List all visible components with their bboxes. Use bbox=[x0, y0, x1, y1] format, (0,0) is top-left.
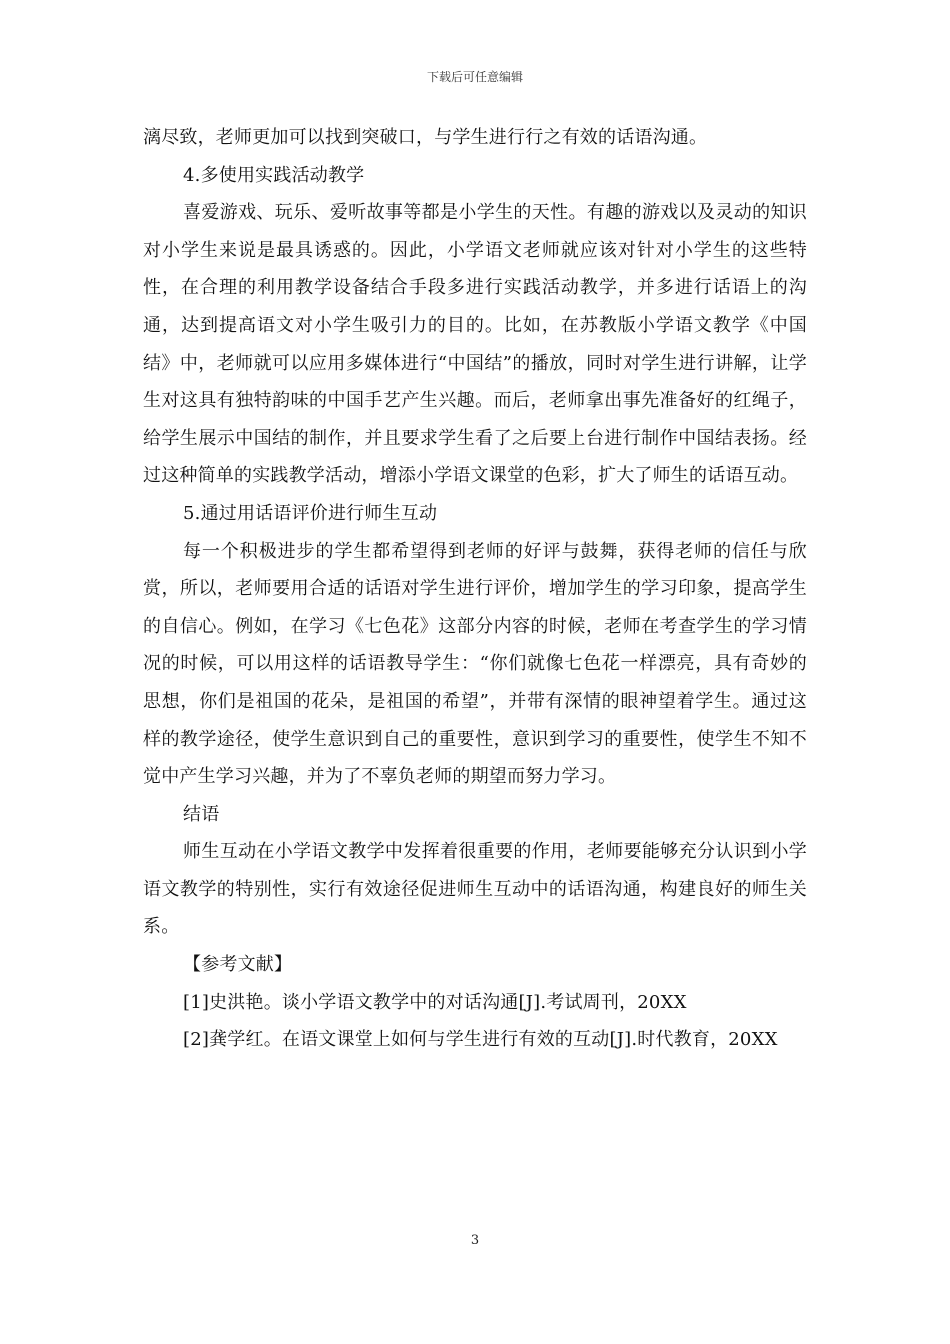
references-heading: 【参考文献】 bbox=[183, 954, 293, 976]
paragraph-conclusion: 师生互动在小学语文教学中发挥着很重要的作用，老师要能够充分认识到小学语文教学的特别性，实行有效途径促进师生互动中的话语沟通，构建良好的师生关系。 bbox=[143, 841, 807, 938]
header-note: 下载后可任意编辑 bbox=[426, 70, 523, 84]
paragraph-continuation: 漓尽致，老师更加可以找到突破口，与学生进行行之有效的话语沟通。 bbox=[143, 127, 708, 148]
page-number: 3 bbox=[470, 1233, 480, 1248]
reference-item-1: [1]史洪艳。谈小学语文教学中的对话沟通[J].考试周刊，20XX bbox=[183, 991, 687, 1013]
reference-item-2: [2]龚学红。在语文课堂上如何与学生进行有效的互动[J].时代教育，20XX bbox=[183, 1029, 778, 1051]
paragraph-evaluation: 每一个积极进步的学生都希望得到老师的好评与鼓舞，获得老师的信任与欣赏，所以，老师要用合适的话语对学生进行评价，增加学生的学习印象，提高学生的自信心。例如，在学习《七色花》这部分内容的时候，老师在考查学生的学习情况的时候，可以用这样的话语教导学生：“你们就像七色花一样漂亮，具有奇妙的思想，你们是祖国的花朵，是祖国的希望”，并带有深情的眼神望着学生。通过这样的教学途径，使学生意识到自己的重要性，意识到学习的重要性，使学生不知不觉中产生学习兴趣，并为了不辜负老师的期望而努力学习。 bbox=[143, 540, 807, 788]
section-heading-conclusion: 结语 bbox=[183, 803, 220, 825]
section-heading-practice: 4.多使用实践活动教学 bbox=[183, 164, 365, 186]
section-heading-evaluation: 5.通过用话语评价进行师生互动 bbox=[183, 502, 438, 524]
document-body bbox=[143, 119, 807, 1059]
paragraph-practice: 喜爱游戏、玩乐、爱听故事等都是小学生的天性。有趣的游戏以及灵动的知识对小学生来说是最具诱惑的。因此，小学语文老师就应该对针对小学生的这些特性，在合理的利用教学设备结合手段多进行实践活动教学，并多进行话语上的沟通，达到提高语文对小学生吸引力的目的。比如，在苏教版小学语文教学《中国结》中，老师就可以应用多媒体进行“中国结”的播放，同时对学生进行讲解，让学生对这具有独特韵味的中国手艺产生兴趣。而后，老师拿出事先准备好的红绳子，给学生展示中国结的制作，并且要求学生看了之后要上台进行制作中国结表扬。经过这种简单的实践教学活动，增添小学语文课堂的色彩，扩大了师生的话语互动。 bbox=[143, 202, 807, 487]
